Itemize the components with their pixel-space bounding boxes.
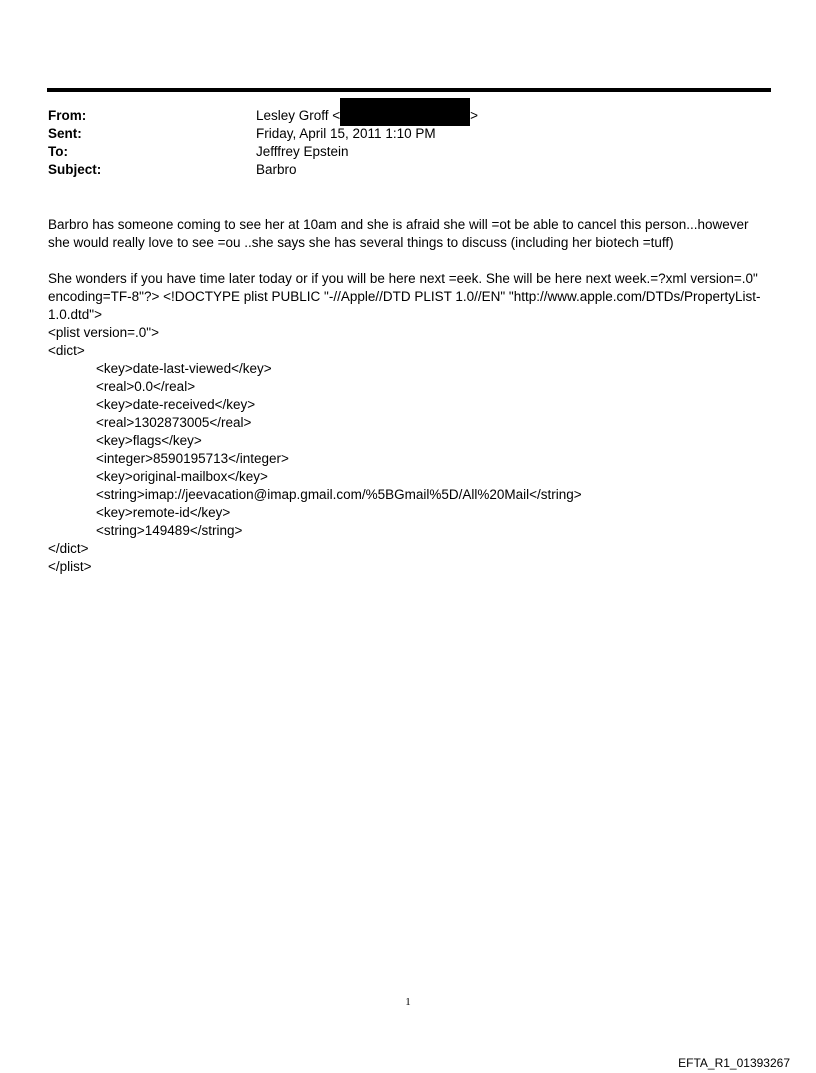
email-header: [48, 107, 478, 179]
from-row: [48, 107, 478, 125]
plist-open: <plist version=.0">: [48, 325, 159, 340]
document-id: EFTA_R1_01393267: [678, 1056, 790, 1070]
to-value: Jefffrey Epstein: [256, 144, 349, 159]
sent-value: Friday, April 15, 2011 1:10 PM: [256, 126, 436, 141]
plist-entry: <integer>8590195713</integer>: [96, 451, 289, 466]
plist-entry: <key>flags</key>: [96, 433, 202, 448]
subject-row: [48, 161, 478, 179]
from-suffix: >: [470, 108, 479, 123]
body-paragraph-1: Barbro has someone coming to see her at 10am and she is afraid she will =ot be able to cancel this person...however she would really love to see =ou ..she says she has several things to discuss (including her biotech =tuff): [48, 217, 749, 250]
body-paragraph-2: She wonders if you have time later today or if you will be here next =eek. She will be here next week.=?xml version=.0" encoding=TF-8"?> <!DOCTYPE plist PUBLIC "-//Apple//DTD PLIST 1.0//EN" "http://www.apple.com/DTDs/PropertyList-1.0.dtd">: [48, 271, 761, 322]
from-value: [256, 107, 478, 125]
subject-value: Barbro: [256, 162, 297, 177]
email-body: [48, 216, 772, 576]
plist-entry: <key>date-last-viewed</key>: [96, 361, 272, 376]
header-rule: [47, 88, 771, 92]
plist-entry: <string>imap://jeevacation@imap.gmail.com/%5BGmail%5D/All%20Mail</string>: [96, 487, 582, 502]
subject-label: Subject:: [48, 162, 102, 177]
plist-entry: <key>date-received</key>: [96, 397, 256, 412]
to-row: [48, 143, 478, 161]
dict-open: <dict>: [48, 343, 85, 358]
to-label: To:: [48, 144, 68, 159]
plist-entry: <real>1302873005</real>: [96, 415, 252, 430]
sent-label: Sent:: [48, 126, 82, 141]
plist-close: </plist>: [48, 559, 92, 574]
plist-entry: <string>149489</string>: [96, 523, 243, 538]
plist-entry: <key>remote-id</key>: [96, 505, 231, 520]
page-number: 1: [405, 996, 411, 1008]
redaction-block: [340, 98, 470, 126]
dict-close: </dict>: [48, 541, 89, 556]
from-label: From:: [48, 108, 87, 123]
sent-row: [48, 125, 478, 143]
from-name: Lesley Groff <: [256, 108, 341, 123]
plist-entry: <real>0.0</real>: [96, 379, 196, 394]
plist-entry: <key>original-mailbox</key>: [96, 469, 268, 484]
